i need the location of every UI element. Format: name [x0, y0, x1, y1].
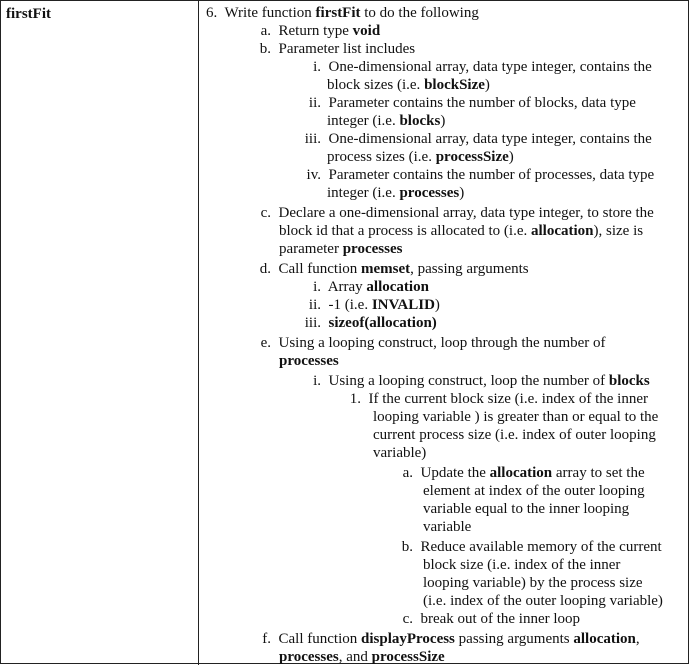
item-b-i-cont: block sizes (i.e. blockSize)	[327, 77, 490, 93]
item-e-line2: processes	[279, 353, 339, 369]
column-divider	[198, 1, 199, 665]
function-name-cell: firstFit	[6, 6, 51, 22]
item-d: d. Call function memset, passing arguments	[259, 261, 529, 277]
item-b-iv-cont: integer (i.e. processes)	[327, 185, 465, 201]
item-e-i-1-line2: looping variable ) is greater than or equal to the	[373, 409, 659, 425]
item-b-iii: iii. One-dimensional array, data type integer, contains the	[304, 131, 652, 147]
item-e-i-1-line4: variable)	[373, 445, 427, 461]
item-e-i-1-b-line3: looping variable) by the process size	[423, 575, 643, 591]
item-e-i-1-line3: current process size (i.e. index of outer looping	[373, 427, 656, 443]
item-b-iii-cont: process sizes (i.e. processSize)	[327, 149, 514, 165]
item-e-i-1-b-line2: block size (i.e. index of the inner	[423, 557, 621, 573]
item-e-i-1-b-line4: (i.e. index of the outer looping variable)	[423, 593, 663, 609]
item-b-i: i. One-dimensional array, data type integer, contains the	[313, 59, 652, 75]
item-e-i-1-a-line3: variable equal to the inner looping	[423, 501, 630, 517]
item-c-line2: block id that a process is allocated to (i.e. allocation), size is	[279, 223, 644, 239]
item-b-ii-cont: integer (i.e. blocks)	[327, 113, 446, 129]
item-e-i-1-a: a. Update the allocation array to set the	[402, 465, 645, 481]
item-a: a. Return type void	[260, 23, 381, 39]
item-c: c. Declare a one-dimensional array, data type integer, to store the	[260, 205, 654, 221]
item-e: e. Using a looping construct, loop through the number of	[260, 335, 606, 351]
item-e-i-1-c: c. break out of the inner loop	[402, 611, 581, 627]
item-b: b. Parameter list includes	[259, 41, 416, 57]
item-d-i: i. Array allocation	[313, 279, 429, 295]
item-e-i-1: 1. If the current block size (i.e. index of the inner	[349, 391, 648, 407]
step-6: 6. Write function firstFit to do the following	[206, 5, 479, 21]
item-b-ii: ii. Parameter contains the number of blocks, data type	[308, 95, 636, 111]
item-d-ii: ii. -1 (i.e. INVALID)	[308, 297, 440, 313]
item-d-iii: iii. sizeof(allocation)	[304, 315, 437, 331]
item-c-line3: parameter processes	[279, 241, 403, 257]
item-f: f. Call function displayProcess passing arguments allocation,	[262, 631, 640, 647]
item-e-i: i. Using a looping construct, loop the number of blocks	[313, 373, 650, 389]
item-e-i-1-a-line4: variable	[423, 519, 472, 535]
item-e-i-1-a-line2: element at index of the outer looping	[423, 483, 645, 499]
item-f-line2: processes, and processSize	[279, 649, 445, 665]
item-b-iv: iv. Parameter contains the number of processes, data type	[306, 167, 655, 183]
item-e-i-1-b: b. Reduce available memory of the current	[401, 539, 662, 555]
